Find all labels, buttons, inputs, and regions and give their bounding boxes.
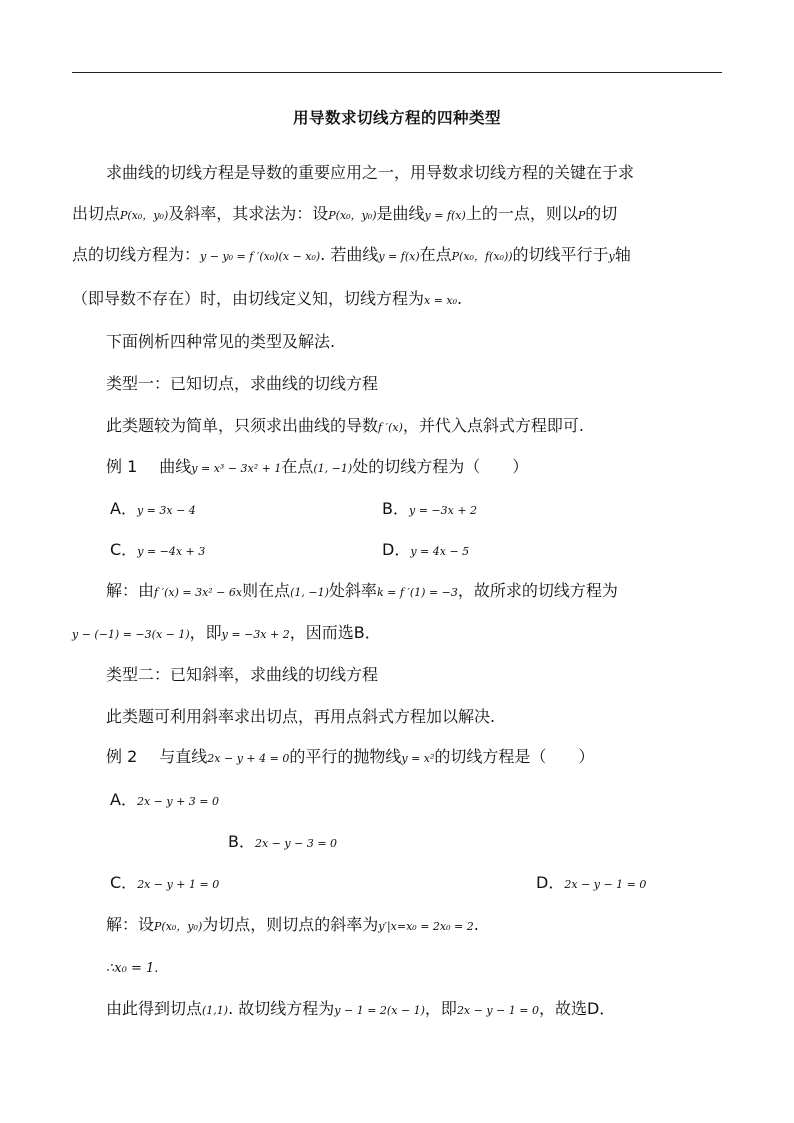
- math-point: (1,1): [202, 1004, 229, 1017]
- option-d: D．2x − y − 1 = 0: [536, 873, 647, 892]
- solution-2-line-2: ∴x₀ = 1.: [106, 961, 159, 976]
- math-answer: y = −3x + 2: [221, 628, 290, 641]
- intro-line-2: 出切点P(x₀，y₀)及斜率，其求法为：设P(x₀，y₀)是曲线y = f(x)上的一点，则以P的切: [72, 204, 618, 223]
- math-point-p: P(x₀，y₀): [328, 209, 377, 222]
- type1-heading: 类型一：已知切点，求曲线的切线方程: [106, 374, 379, 393]
- math-slope: y′|x=x₀ = 2x₀ = 2: [378, 920, 474, 933]
- solution-2-line-1: 解：设P(x₀，y₀)为切点，则切点的斜率为y′|x=x₀ = 2x₀ = 2.: [106, 915, 479, 934]
- type2-desc: 此类题可利用斜率求出切点，再用点斜式方程加以解决.: [106, 707, 496, 726]
- intro-line-4: （即导数不存在）时，由切线定义知，切线方程为x = x₀.: [72, 289, 463, 308]
- page-title: 用导数求切线方程的四种类型: [292, 109, 501, 127]
- math-parabola: y = x²: [401, 752, 435, 765]
- math-curve: y = f(x): [378, 250, 420, 263]
- option-c: C．y = −4x + 3: [110, 540, 206, 559]
- type1-desc: 此类题较为简单，只须求出曲线的导数f ′(x)，并代入点斜式方程即可.: [106, 416, 584, 435]
- math-point: P(x₀，f(x₀)): [451, 250, 513, 263]
- math-point: (1, −1): [290, 586, 329, 599]
- option-a: A．2x − y + 3 = 0: [110, 790, 219, 809]
- math-p: P: [577, 209, 586, 222]
- math-tangent: y − (−1) = −3(x − 1): [72, 628, 190, 641]
- math-slope: k = f ′(1) = −3: [376, 586, 458, 599]
- math-point-p: P(x₀，y₀): [120, 209, 169, 222]
- math-point-p: P(x₀，y₀): [154, 920, 203, 933]
- math-curve: y = x³ − 3x² + 1: [191, 462, 282, 475]
- math-line: 2x − y + 4 = 0: [207, 752, 290, 765]
- math-vertical-line: x = x₀: [424, 294, 458, 307]
- math-y: y: [608, 250, 615, 263]
- solution-2-line-3: 由此得到切点(1,1). 故切线方程为y − 1 = 2(x − 1)，即2x − y − 1 = 0，故选D．: [106, 999, 616, 1018]
- option-b: B．2x − y − 3 = 0: [228, 832, 338, 851]
- math-derivative: f ′(x): [378, 421, 403, 434]
- intro-line-1: 求曲线的切线方程是导数的重要应用之一，用导数求切线方程的关键在于求: [106, 163, 635, 182]
- math-tangent-formula: y − y₀ = f ′(x₀)(x − x₀): [200, 250, 321, 263]
- option-b: B．y = −3x + 2: [382, 499, 478, 518]
- option-a: A．y = 3x − 4: [110, 499, 196, 518]
- math-tangent: y − 1 = 2(x − 1): [334, 1004, 425, 1017]
- math-curve: y = f(x): [424, 209, 466, 222]
- example-1: 例 1 曲线y = x³ − 3x² + 1在点(1, −1)处的切线方程为（ ）: [106, 457, 529, 476]
- solution-1-line-1: 解：由f ′(x) = 3x² − 6x则在点(1, −1)处斜率k = f ′(1) = −3，故所求的切线方程为: [106, 581, 618, 600]
- option-c: C．2x − y + 1 = 0: [110, 873, 220, 892]
- header-rule: [72, 72, 722, 73]
- option-d: D．y = 4x − 5: [382, 540, 470, 559]
- solution-1-line-2: y − (−1) = −3(x − 1)，即y = −3x + 2，因而选B．: [72, 623, 381, 642]
- type2-heading: 类型二：已知斜率，求曲线的切线方程: [106, 665, 379, 684]
- math-derivative: f ′(x) = 3x² − 6x: [154, 586, 243, 599]
- example-2: 例 2 与直线2x − y + 4 = 0的平行的抛物线y = x²的切线方程是（ ）: [106, 747, 595, 766]
- intro-line-3: 点的切线方程为：y − y₀ = f ′(x₀)(x − x₀). 若曲线y = f(x)在点P(x₀，f(x₀))的切线平行于y轴: [72, 245, 631, 264]
- math-answer: 2x − y − 1 = 0: [456, 1004, 539, 1017]
- intro-line-5: 下面例析四种常见的类型及解法.: [106, 332, 336, 351]
- math-point: (1, −1): [313, 462, 353, 475]
